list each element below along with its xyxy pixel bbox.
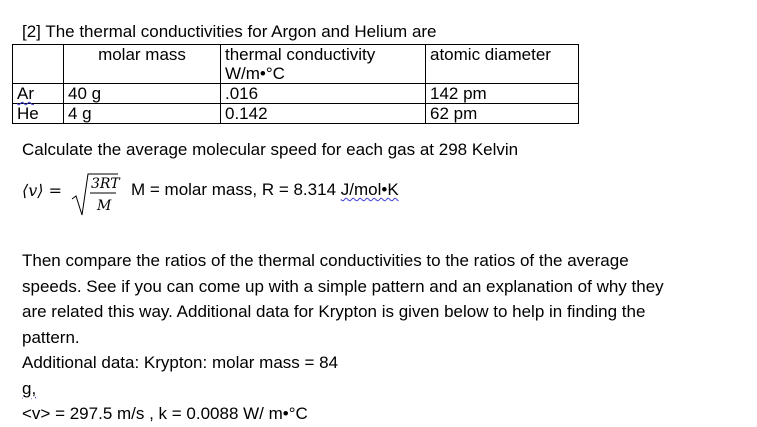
- table-cell: 4 g: [64, 104, 221, 124]
- table-cell: .016: [221, 84, 426, 104]
- table-cell: [13, 84, 64, 104]
- table-header-cell: [426, 45, 579, 84]
- paragraph-line: are related this way. Additional data for Krypton is given below to help in finding the: [22, 302, 646, 321]
- gas-properties-table: [12, 44, 579, 124]
- table-header-cell: [221, 45, 426, 84]
- formula-lhs: ⟨v⟩ =: [22, 181, 63, 200]
- instruction-text: Calculate the average molecular speed for each gas at 298 Kelvin: [22, 140, 519, 159]
- table-cell: 142 pm: [426, 84, 579, 104]
- paragraph-line: Then compare the ratios of the thermal conductivities to the ratios of the average: [22, 251, 629, 270]
- additional-suffix: <v> = 297.5 m/s , k = 0.0088 W/ m•°C: [22, 404, 308, 423]
- header-thermal-conductivity: thermal conductivity: [225, 45, 376, 64]
- table-row: [13, 104, 579, 124]
- paragraph-line: speeds. See if you can come up with a simple pattern and an explanation of why they: [22, 276, 664, 296]
- additional-prefix: Additional data: Krypton: molar mass = 84: [22, 353, 339, 372]
- header-thermal-unit: W/m•°C: [225, 64, 285, 83]
- formula-note-prefix: M = molar mass, R = 8.314: [131, 180, 341, 199]
- formula-graphic: [22, 168, 122, 220]
- gas-symbol: Ar: [17, 84, 34, 103]
- formula-numerator: 3RT: [91, 176, 120, 192]
- header-molar-mass: molar mass: [98, 45, 186, 64]
- formula-note-unit: J/mol•K: [340, 180, 399, 199]
- table-header-row: [13, 45, 579, 84]
- table-cell: 0.142: [221, 104, 426, 124]
- table-cell: He: [13, 104, 64, 124]
- table-cell: 40 g: [64, 84, 221, 104]
- comparison-paragraph: [22, 248, 752, 427]
- table-cell: 62 pm: [426, 104, 579, 124]
- problem-heading: [2] The thermal conductivities for Argon and Helium are: [22, 22, 437, 41]
- additional-data-line: [22, 350, 752, 427]
- formula-note: [131, 180, 399, 200]
- paragraph-line: pattern.: [22, 327, 80, 347]
- speed-formula: [22, 168, 122, 220]
- table-header-cell: [64, 45, 221, 84]
- additional-flagged: g,: [22, 378, 37, 398]
- formula-denominator: M: [97, 198, 112, 214]
- table-row: [13, 84, 579, 104]
- header-atomic-diameter: atomic diameter: [430, 45, 551, 64]
- table-header-cell: [13, 45, 64, 84]
